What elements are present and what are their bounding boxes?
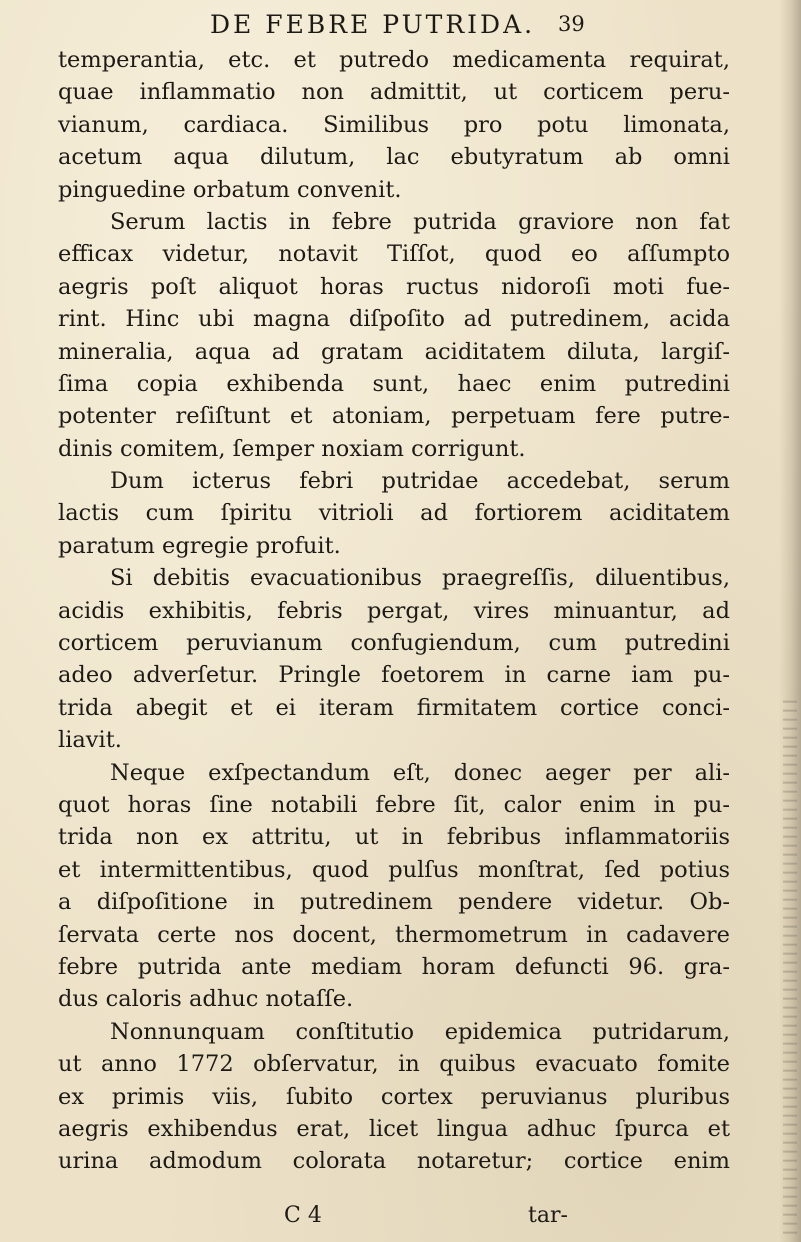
- text-line: acetum aqua dilutum, lac ebutyratum ab omni: [58, 144, 730, 171]
- text-line: lactis cum ſpiritu vitrioli ad fortiorem aciditatem: [58, 500, 730, 527]
- paragraph: [58, 465, 730, 562]
- text-line: aegris poſt aliquot horas ructus nidoroſi moti fue-: [58, 273, 730, 300]
- text-line: trida abegit et ei iteram firmitatem cortice conci-: [58, 694, 730, 721]
- paragraph: [58, 562, 730, 756]
- paragraph: [58, 206, 730, 465]
- text-line: potenter reſiſtunt et atoniam, perpetuam fere putre-: [58, 403, 730, 430]
- text-line: Nonnunquam conſtitutio epidemica putridarum,: [110, 1018, 730, 1045]
- text-line: febre putrida ante mediam horam defuncti 96. gra-: [58, 953, 730, 980]
- text-line: Dum icterus febri putridae accedebat, serum: [110, 468, 730, 495]
- text-line: paratum egregie profuit.: [58, 532, 341, 559]
- paragraph: [58, 44, 730, 206]
- text-line: et intermittentibus, quod pulſus monſtrat, ſed potius: [58, 856, 730, 883]
- text-line: vianum, cardiaca. Similibus pro potu limonata,: [58, 111, 730, 138]
- text-line: quot horas ſine notabili febre ſit, calor enim in pu-: [58, 791, 730, 818]
- signature-mark: C 4: [284, 1203, 322, 1228]
- text-line: corticem peruvianum confugiendum, cum putredini: [58, 630, 730, 657]
- paragraph: [58, 757, 730, 1016]
- page-header: [60, 2, 720, 42]
- text-line: mineralia, aqua ad gratam aciditatem diluta, largiſ-: [58, 338, 730, 365]
- text-line: Serum lactis in febre putrida graviore non fat: [110, 208, 730, 235]
- adjacent-pages-edge: [783, 700, 797, 1240]
- text-line: quae inflammatio non admittit, ut corticem peru-: [58, 79, 730, 106]
- text-line: liavit.: [58, 727, 122, 754]
- text-line: urina admodum colorata notaretur; cortice enim: [58, 1148, 730, 1175]
- running-title: DE FEBRE PUTRIDA.: [210, 10, 536, 39]
- text-line: acidis exhibitis, febris pergat, vires minuantur, ad: [58, 597, 730, 624]
- body-text: [58, 44, 730, 1178]
- text-line: pinguedine orbatum convenit.: [58, 176, 402, 203]
- text-line: adeo adverſetur. Pringle foetorem in carne iam pu-: [58, 662, 730, 689]
- text-line: a diſpoſitione in putredinem pendere videtur. Ob-: [58, 889, 730, 916]
- text-line: Si debitis evacuationibus praegreſſis, diluentibus,: [110, 565, 730, 592]
- text-line: ſima copia exhibenda sunt, haec enim putredini: [58, 370, 730, 397]
- page-footer: [58, 1203, 730, 1237]
- text-line: ſervata certe nos docent, thermometrum in cadavere: [58, 921, 730, 948]
- text-line: efficax videtur, notavit Tiſſot, quod eo aſſumpto: [58, 241, 730, 268]
- text-line: dus caloris adhuc notaſſe.: [58, 986, 354, 1013]
- page-number: 39: [558, 12, 585, 36]
- text-line: aegris exhibendus erat, licet lingua adhuc ſpurca et: [58, 1115, 730, 1142]
- text-line: rint. Hinc ubi magna diſpoſito ad putredinem, acida: [58, 306, 730, 333]
- paragraph: [58, 1016, 730, 1178]
- text-line: ex primis viis, ſubito cortex peruvianus pluribus: [58, 1083, 730, 1110]
- text-line: Neque exſpectandum eſt, donec aeger per ali-: [110, 759, 730, 786]
- text-line: ut anno 1772 obſervatur, in quibus evacuato fomite: [58, 1051, 730, 1078]
- text-line: dinis comitem, ſemper noxiam corrigunt.: [58, 435, 526, 462]
- text-line: trida non ex attritu, ut in febribus inflammatoriis: [58, 824, 730, 851]
- text-line: temperantia, etc. et putredo medicamenta requirat,: [58, 47, 730, 73]
- catchword: tar-: [528, 1203, 568, 1228]
